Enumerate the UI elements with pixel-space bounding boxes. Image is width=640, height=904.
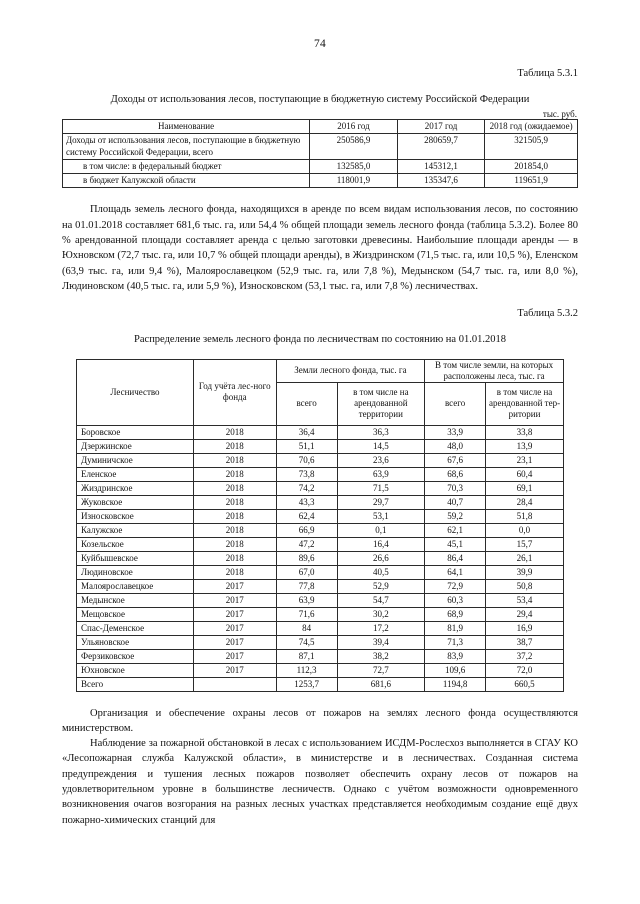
table2-cell-c: 59,2 — [425, 509, 486, 523]
table2-caption: Таблица 5.3.2 — [517, 308, 578, 320]
page-number: 74 — [314, 38, 326, 50]
table-row — [77, 467, 564, 481]
table2-cell-c: 1194,8 — [425, 677, 486, 691]
table2-cell-d: 29,4 — [486, 607, 564, 621]
table2-cell-d: 26,1 — [486, 551, 564, 565]
table2-cell-b: 14,5 — [337, 439, 425, 453]
table1-cell-2016: 118001,9 — [310, 174, 398, 188]
table1-cell-name: Доходы от использования лесов, поступающие в бюджетную систему Российской Федерации, всего — [63, 134, 310, 160]
table-row — [77, 649, 564, 663]
table2-cell-c: 86,4 — [425, 551, 486, 565]
paragraph-fire-monitoring — [62, 736, 578, 828]
table2-cell-b: 681,6 — [337, 677, 425, 691]
table2-cell-year: 2018 — [193, 565, 276, 579]
table1-caption: Таблица 5.3.1 — [517, 68, 578, 79]
table2-cell-lesnichestvo: Дзержинское — [77, 439, 194, 453]
table2-cell-b: 71,5 — [337, 481, 425, 495]
paragraph-lease-area-text: Площадь земель лесного фонда, находящихся в аренде по всем видам использования лесов, по состоянию на 01.01.2018 составляет 681,6 тыс. га, или 54,4 % общей площади земель лесного фонда (таблица 5.3.2). Более 80 % арендованной площади составляет аренда с целью заготовки древесины. Наибольшие площади аренды — в Юхновском (72,7 тыс. га, или 10,7 % общей площади аренды), в Жиздринском (71,5 тыс. га, или 10,5 %), Еленском (63,9 тыс. га, или 9,4 %), Малоярославецком (52,9 тыс. га, или 7,8 %), Медынском (54,7 тыс. га, или 8,0 %), Людиновском (40,5 тыс. га, или 5,9 %), Износковском (53,1 тыс. га, или 7,8 %) лесничествах. — [62, 204, 578, 293]
table2-cell-lesnichestvo: Юхновское — [77, 663, 194, 677]
table1-cell-2018: 119651,9 — [485, 174, 578, 188]
table1-cell-name: в бюджет Калужской области — [63, 174, 310, 188]
table1-cell-name: в том числе: в федеральный бюджет — [63, 159, 310, 173]
table1-cell-2017: 145312,1 — [397, 159, 485, 173]
table-row — [63, 159, 578, 173]
table-row — [63, 134, 578, 160]
table2-cell-a: 43,3 — [276, 495, 337, 509]
table2-cell-lesnichestvo: Износковское — [77, 509, 194, 523]
table2-cell-a: 63,9 — [276, 593, 337, 607]
table1-header-2016: 2016 год — [310, 120, 398, 134]
table2-cell-a: 36,4 — [276, 425, 337, 439]
table2-cell-d: 50,8 — [486, 579, 564, 593]
table2-cell-b: 17,2 — [337, 621, 425, 635]
table2-cell-lesnichestvo: Козельское — [77, 537, 194, 551]
table2-cell-a: 51,1 — [276, 439, 337, 453]
table1-header-2018: 2018 год (ожидаемое) — [485, 120, 578, 134]
table2-body — [77, 425, 564, 691]
table2-cell-d: 23,1 — [486, 453, 564, 467]
table-row — [77, 495, 564, 509]
table2-cell-year: 2018 — [193, 425, 276, 439]
table1-header-row — [63, 120, 578, 134]
table2-cell-b: 29,7 — [337, 495, 425, 509]
table2-cell-lesnichestvo: Мещовское — [77, 607, 194, 621]
table2-cell-c: 81,9 — [425, 621, 486, 635]
table2-cell-a: 74,2 — [276, 481, 337, 495]
table2-cell-d: 0,0 — [486, 523, 564, 537]
table1-header-2017: 2017 год — [397, 120, 485, 134]
table2-cell-b: 53,1 — [337, 509, 425, 523]
table2-cell-year: 2017 — [193, 607, 276, 621]
table-row — [77, 551, 564, 565]
table2-cell-d: 53,4 — [486, 593, 564, 607]
table2-cell-b: 16,4 — [337, 537, 425, 551]
table2-cell-a: 70,6 — [276, 453, 337, 467]
table2-cell-d: 660,5 — [486, 677, 564, 691]
table2-cell-lesnichestvo: Ферзиковское — [77, 649, 194, 663]
paragraph-lease-area — [62, 202, 578, 294]
table2-header-arendovannaya-2: в том числе на арендованной тер-ритории — [486, 382, 564, 425]
table2-cell-b: 38,2 — [337, 649, 425, 663]
table2-cell-year: 2017 — [193, 663, 276, 677]
table2-cell-c: 70,3 — [425, 481, 486, 495]
table2-cell-d: 37,2 — [486, 649, 564, 663]
table2-title: Распределение земель лесного фонда по лесничествам по состоянию на 01.01.2018 — [134, 334, 506, 346]
table-row — [77, 593, 564, 607]
table1-header-name: Наименование — [63, 120, 310, 134]
table2-cell-d: 38,7 — [486, 635, 564, 649]
table-row — [77, 537, 564, 551]
table1-cell-2016: 250586,9 — [310, 134, 398, 160]
table2-cell-d: 69,1 — [486, 481, 564, 495]
table2-header-vsego-1: всего — [276, 382, 337, 425]
table2-cell-c: 109,6 — [425, 663, 486, 677]
table2-cell-year: 2018 — [193, 481, 276, 495]
table2-cell-a: 89,6 — [276, 551, 337, 565]
table1-cell-2017: 135347,6 — [397, 174, 485, 188]
table2-cell-a: 71,6 — [276, 607, 337, 621]
table-row-total — [77, 677, 564, 691]
table2-cell-a: 112,3 — [276, 663, 337, 677]
table2-cell-lesnichestvo: Куйбышевское — [77, 551, 194, 565]
table2-cell-b: 39,4 — [337, 635, 425, 649]
table2-header-row-1 — [77, 359, 564, 382]
table-row — [77, 635, 564, 649]
table2-cell-c: 71,3 — [425, 635, 486, 649]
table2-header-god-ucheta: Год учёта лес-ного фонда — [193, 359, 276, 425]
table2-cell-year: 2018 — [193, 537, 276, 551]
table2-cell-b: 40,5 — [337, 565, 425, 579]
table-row — [77, 663, 564, 677]
table2-cell-a: 66,9 — [276, 523, 337, 537]
table1-cell-2016: 132585,0 — [310, 159, 398, 173]
paragraph-fire-monitoring-text: Наблюдение за пожарной обстановкой в лесах с использованием ИСДМ-Рослесхоз выполняется в СГАУ КО «Лесопожарная служба Калужской области», в министерстве и в лесничествах. Созданная система предупреждения и тушения лесных пожаров позволяет обеспечить охрану лесов от пожаров на удовлетворительном уровне в большинстве лесничеств. Однако с учётом возможности одновременного возникновения очагов возгорания на разных лесных участках представляется необходимым создание ещё двух пожарно-химических станций для — [62, 738, 578, 826]
table1-units: тыс. руб. — [542, 109, 577, 120]
table2-cell-c: 72,9 — [425, 579, 486, 593]
table1-cell-2017: 280659,7 — [397, 134, 485, 160]
table1 — [62, 119, 578, 188]
table2-cell-lesnichestvo: Спас-Деменское — [77, 621, 194, 635]
table2-cell-year: 2017 — [193, 621, 276, 635]
table-row — [77, 621, 564, 635]
paragraph-fire-protection-org — [62, 706, 578, 737]
table2-cell-year: 2018 — [193, 439, 276, 453]
table-row — [77, 523, 564, 537]
table2-cell-a: 62,4 — [276, 509, 337, 523]
table2-cell-c: 62,1 — [425, 523, 486, 537]
table2-cell-a: 74,5 — [276, 635, 337, 649]
table2-header-vsego-2: всего — [425, 382, 486, 425]
table2-cell-year: 2017 — [193, 579, 276, 593]
table2-cell-b: 54,7 — [337, 593, 425, 607]
table2-cell-d: 16,9 — [486, 621, 564, 635]
table2-cell-lesnichestvo: Еленское — [77, 467, 194, 481]
table2-cell-lesnichestvo: Всего — [77, 677, 194, 691]
table2-cell-c: 83,9 — [425, 649, 486, 663]
table2-cell-lesnichestvo: Медынское — [77, 593, 194, 607]
table2-header-lesnichestvo: Лесничество — [77, 359, 194, 425]
table2-cell-year: 2017 — [193, 593, 276, 607]
table2-cell-year: 2018 — [193, 551, 276, 565]
table2-cell-b: 23,6 — [337, 453, 425, 467]
table2-cell-lesnichestvo: Ульяновское — [77, 635, 194, 649]
table-row — [77, 439, 564, 453]
table2-cell-year — [193, 677, 276, 691]
table2-header-group-vtomchisle: В том числе земли, на которых расположены леса, тыс. га — [425, 359, 564, 382]
table2-cell-d: 39,9 — [486, 565, 564, 579]
table2-cell-a: 77,8 — [276, 579, 337, 593]
table2-cell-lesnichestvo: Людиновское — [77, 565, 194, 579]
table2-cell-b: 52,9 — [337, 579, 425, 593]
table2-cell-c: 48,0 — [425, 439, 486, 453]
table2-cell-c: 68,6 — [425, 467, 486, 481]
table2-cell-b: 72,7 — [337, 663, 425, 677]
table2-cell-d: 51,8 — [486, 509, 564, 523]
table2-cell-d: 60,4 — [486, 467, 564, 481]
table2-cell-d: 15,7 — [486, 537, 564, 551]
table2-cell-lesnichestvo: Жиздринское — [77, 481, 194, 495]
table2-cell-lesnichestvo: Малоярославецкое — [77, 579, 194, 593]
table2-cell-b: 26,6 — [337, 551, 425, 565]
table2-cell-year: 2018 — [193, 509, 276, 523]
table2-cell-d: 72,0 — [486, 663, 564, 677]
table2-cell-c: 33,9 — [425, 425, 486, 439]
table2-header-arendovannaya-1: в том числе на арендованной территории — [337, 382, 425, 425]
table2-cell-c: 40,7 — [425, 495, 486, 509]
table2-cell-year: 2018 — [193, 467, 276, 481]
table1-title: Доходы от использования лесов, поступающие в бюджетную систему Российской Федерации — [110, 94, 530, 105]
table2-cell-c: 68,9 — [425, 607, 486, 621]
page-content — [0, 50, 640, 828]
table2-cell-b: 63,9 — [337, 467, 425, 481]
table2-cell-year: 2017 — [193, 649, 276, 663]
table2-cell-lesnichestvo: Жуковское — [77, 495, 194, 509]
table-row — [77, 607, 564, 621]
table-row — [77, 481, 564, 495]
table1-cell-2018: 321505,9 — [485, 134, 578, 160]
table2-cell-a: 67,0 — [276, 565, 337, 579]
table2-cell-c: 64,1 — [425, 565, 486, 579]
table2-cell-b: 0,1 — [337, 523, 425, 537]
table2-cell-d: 28,4 — [486, 495, 564, 509]
table2-cell-year: 2018 — [193, 495, 276, 509]
table2-cell-d: 33,8 — [486, 425, 564, 439]
table2-cell-c: 60,3 — [425, 593, 486, 607]
table2-cell-year: 2018 — [193, 453, 276, 467]
table-row — [77, 509, 564, 523]
table2-cell-d: 13,9 — [486, 439, 564, 453]
table2-cell-a: 87,1 — [276, 649, 337, 663]
table2-cell-c: 45,1 — [425, 537, 486, 551]
table-row — [77, 565, 564, 579]
table2-cell-year: 2018 — [193, 523, 276, 537]
table2-cell-a: 1253,7 — [276, 677, 337, 691]
table2-cell-year: 2017 — [193, 635, 276, 649]
table2-cell-b: 30,2 — [337, 607, 425, 621]
paragraph-fire-protection-org-text: Организация и обеспечение охраны лесов от пожаров на землях лесного фонда осуществляются министерством. — [62, 707, 578, 734]
table1-cell-2018: 201854,0 — [485, 159, 578, 173]
table2-cell-a: 47,2 — [276, 537, 337, 551]
table2-cell-b: 36,3 — [337, 425, 425, 439]
table2-cell-a: 73,8 — [276, 467, 337, 481]
table2-cell-lesnichestvo: Боровское — [77, 425, 194, 439]
table2-cell-a: 84 — [276, 621, 337, 635]
table-row — [77, 425, 564, 439]
table2-header-group-zemli: Земли лесного фонда, тыс. га — [276, 359, 425, 382]
table-row — [77, 579, 564, 593]
table-row — [63, 174, 578, 188]
table2-cell-lesnichestvo: Думиничское — [77, 453, 194, 467]
table2 — [76, 359, 564, 692]
table-row — [77, 453, 564, 467]
table2-cell-lesnichestvo: Калужское — [77, 523, 194, 537]
table2-cell-c: 67,6 — [425, 453, 486, 467]
